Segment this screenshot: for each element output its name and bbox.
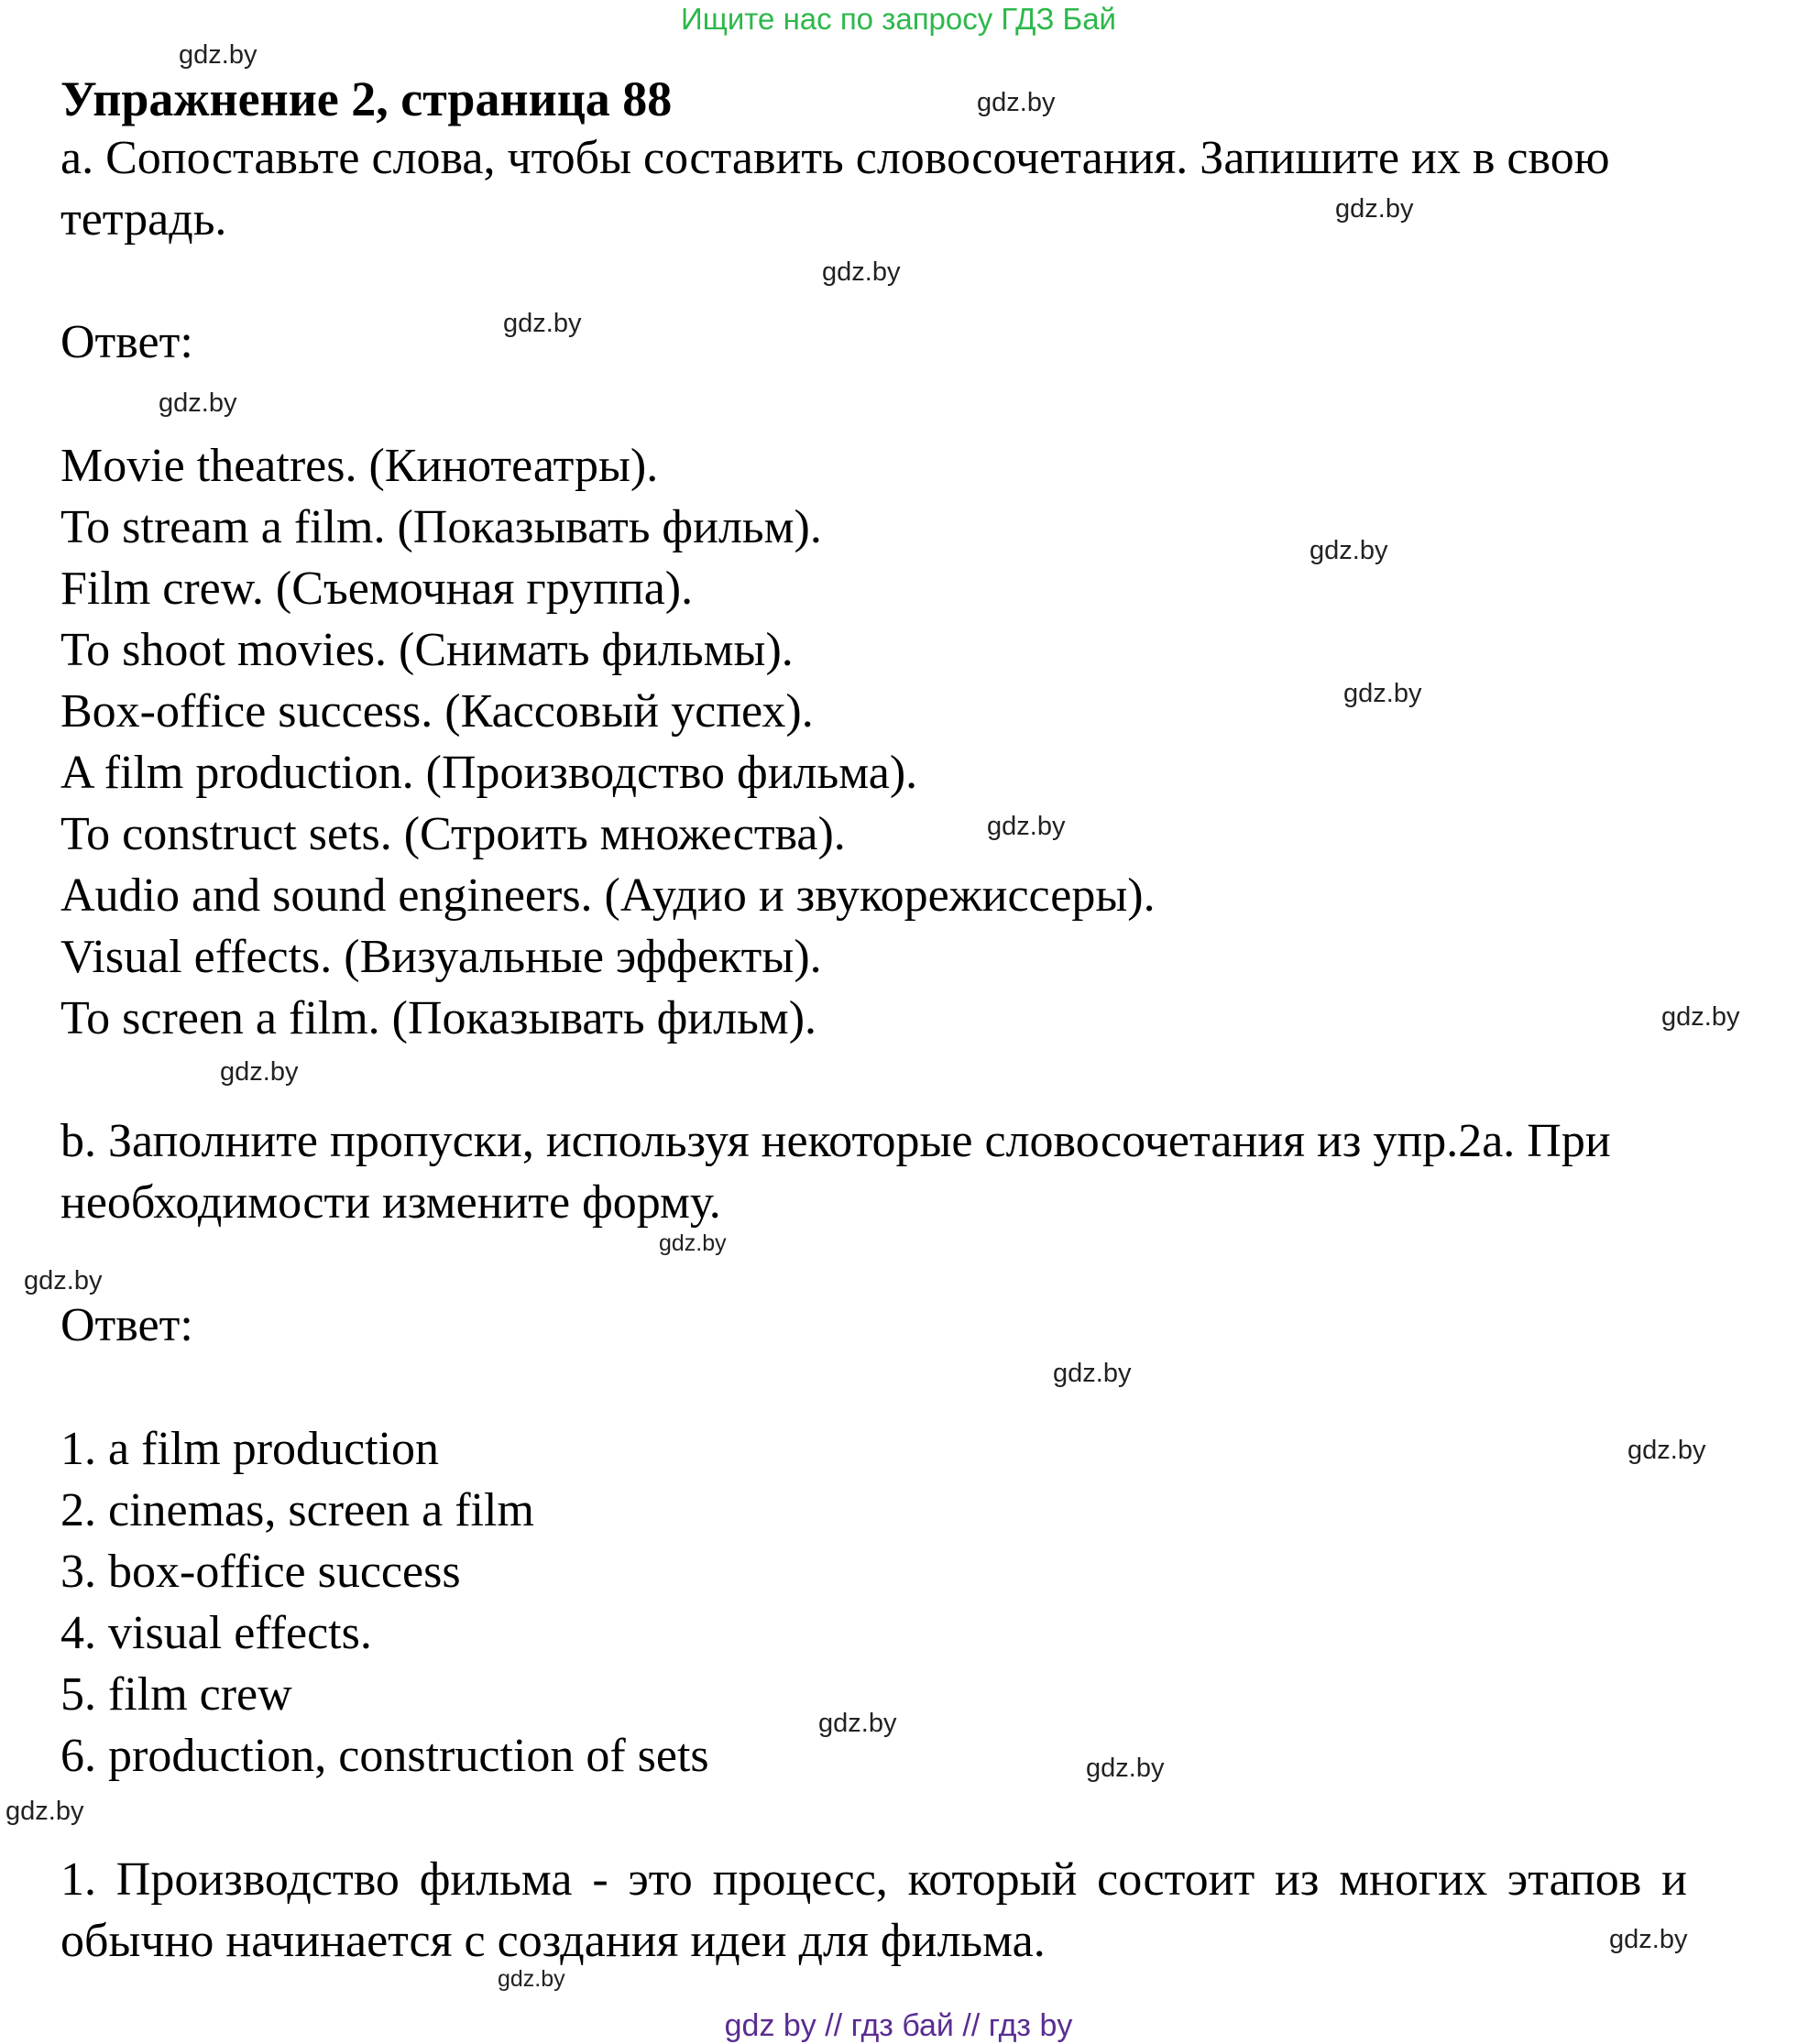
watermark: gdz.by — [977, 88, 1056, 117]
watermark: gdz.by — [220, 1057, 299, 1087]
watermark: gdz.by — [1609, 1925, 1688, 1954]
list-item: Film crew. (Съемочная группа). — [60, 563, 694, 615]
watermark: gdz.by — [659, 1230, 727, 1256]
watermark: gdz.by — [24, 1266, 103, 1295]
watermark: gdz.by — [5, 1797, 84, 1826]
watermark: gdz.by — [1086, 1754, 1165, 1783]
watermark: gdz.by — [1053, 1359, 1132, 1388]
watermark: gdz.by — [498, 1966, 565, 1992]
part-b-answer-label: Ответ: — [60, 1299, 193, 1351]
list-item: 3. box-office success — [60, 1546, 461, 1598]
exercise-title: Упражнение 2, страница 88 — [60, 71, 673, 126]
watermark: gdz.by — [822, 257, 901, 287]
top-banner: Ищите нас по запросу ГДЗ Бай — [681, 2, 1116, 36]
list-item: Box-office success. (Кассовый успех). — [60, 685, 814, 738]
part-b-task: b. Заполните пропуски, используя некоторые словосочетания из упр.2а. При необходимости измените форму. — [60, 1115, 1611, 1229]
list-item: 5. film crew — [60, 1668, 292, 1721]
list-item: 4. visual effects. — [60, 1607, 372, 1659]
footer-links: gdz by // гдз бай // гдз by — [724, 2008, 1073, 2043]
watermark: gdz.by — [818, 1709, 897, 1738]
list-item: 2. cinemas, screen a film — [60, 1484, 534, 1536]
list-item: 1. a film production — [60, 1423, 440, 1475]
watermark: gdz.by — [1335, 194, 1414, 224]
watermark: gdz.by — [179, 40, 257, 70]
part-b-translation: 1. Производство фильма - это процесс, который состоит из многих этапов и обычно начинается с создания идеи для фильма. — [60, 1853, 1687, 1967]
list-item: To construct sets. (Строить множества). — [60, 808, 846, 860]
list-item: Movie theatres. (Кинотеатры). — [60, 440, 659, 492]
watermark: gdz.by — [159, 388, 237, 418]
watermark: gdz.by — [1661, 1002, 1740, 1032]
list-item: A film production. (Производство фильма). — [60, 747, 918, 799]
list-item: 6. production, construction of sets — [60, 1730, 709, 1782]
watermark: gdz.by — [1309, 536, 1388, 565]
list-item: Visual effects. (Визуальные эффекты). — [60, 931, 822, 983]
part-a-task: a. Сопоставьте слова, чтобы составить словосочетания. Запишите их в свою тетрадь. — [60, 132, 1610, 246]
list-item: To shoot movies. (Снимать фильмы). — [60, 624, 794, 676]
part-a-answer-label: Ответ: — [60, 316, 193, 368]
watermark: gdz.by — [503, 309, 582, 338]
watermark: gdz.by — [1343, 679, 1422, 708]
list-item: To stream a film. (Показывать фильм). — [60, 501, 822, 553]
list-item: To screen a film. (Показывать фильм). — [60, 992, 817, 1044]
watermark: gdz.by — [987, 812, 1066, 841]
watermark: gdz.by — [1627, 1436, 1706, 1465]
list-item: Audio and sound engineers. (Аудио и звукорежиссеры). — [60, 869, 1156, 922]
